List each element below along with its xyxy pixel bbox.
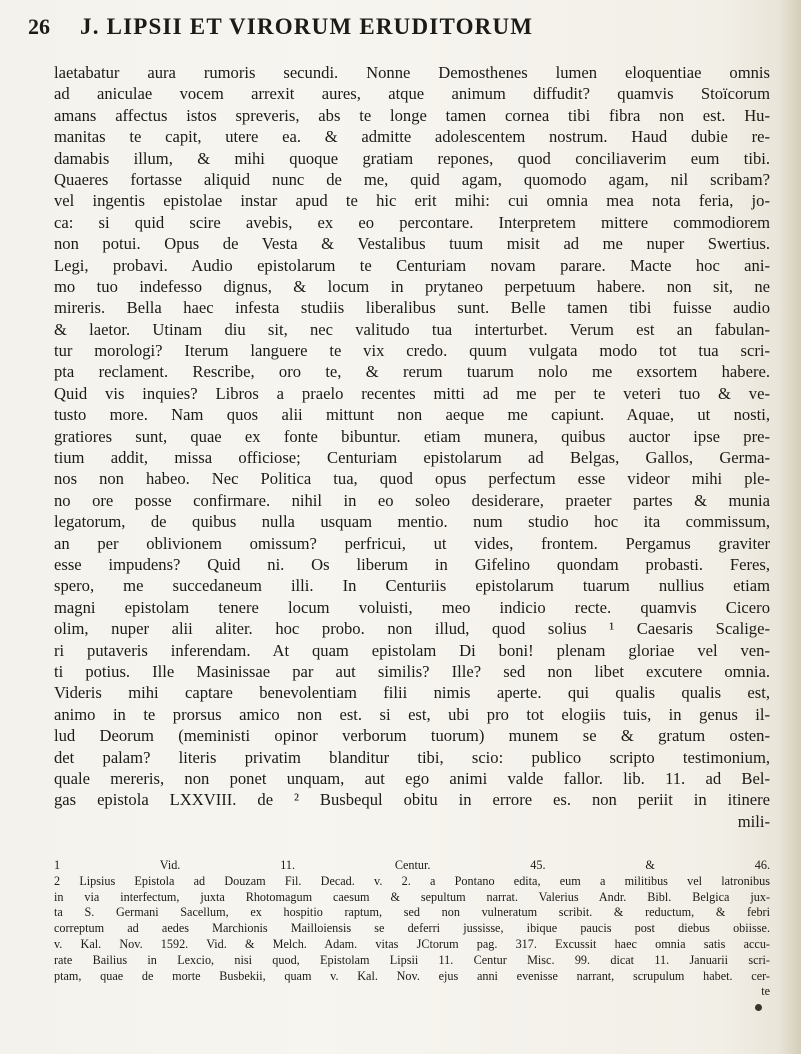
footnote-line: correptum ad aedes Marchionis Mailloiensis se deferri jussisse, ibique paucis post diebus obiisse. — [54, 921, 770, 936]
text-line: tium addit, missa officiose; Centuriam epistolarum ad Belgas, Gallos, Germa- — [54, 448, 770, 468]
footnote-line: ta S. Germani Sacellum, ex hospitio raptum, sed non vulneratum scribit. & reductum, & febri — [54, 905, 770, 920]
text-line: Quaeres fortasse aliquid nunc de me, quid agam, quomodo agam, nil scribam? — [54, 169, 770, 189]
text-line: det palam? literis privatim blanditur tibi, scio: publico scripto testimonium, — [54, 747, 770, 767]
text-line: Quid vis inquies? Libros a praelo recentes mitti ad me per te veteri tuo & ve- — [54, 383, 770, 403]
text-line: tusto more. Nam quos alii mittunt non aeque me capiunt. Aquae, ut nosti, — [54, 405, 770, 425]
footnote-line: v. Kal. Nov. 1592. Vid. & Melch. Adam. vitas JCtorum pag. 317. Excussit haec omnia satis accu- — [54, 936, 770, 951]
text-line: ad aniculae vocem arrexit aures, atque animum diffudit? quamvis Stoïcorum — [54, 84, 770, 104]
footnote-line: te — [761, 984, 770, 999]
footnote-line: rate Bailius in Lexcio, nisi quod, Epistolam Lipsii 11. Centur Misc. 99. dicat 11. Januarii scri- — [54, 952, 770, 967]
text-line: gratiores sunt, quae ex fonte bibuntur. etiam munera, quibus auctor ipse pre- — [54, 426, 770, 446]
running-head: J. LIPSII ET VIRORUM ERUDITORUM — [80, 14, 534, 39]
text-line: spero, me succedaneum illi. In Centuriis epistolarum tuarum nullius etiam — [54, 576, 770, 596]
ink-spot — [755, 1004, 762, 1011]
footnotes — [54, 858, 770, 1000]
text-line: lud Deorum (meministi opinor verborum tuorum) munem se & gratum osten- — [54, 726, 770, 746]
text-line: pta reclament. Rescribe, oro te, & rerum tuarum nolo me exsortem habere. — [54, 362, 770, 382]
text-line: animo in te prorsus amico non est. si est, ubi pro tot elogiis tuis, in genus il- — [54, 704, 770, 724]
text-line: laetabatur aura rumoris secundi. Nonne Demosthenes lumen eloquentiae omnis — [54, 63, 770, 82]
text-line: olim, nuper alii aliter. hoc probo. non illud, quod solius ¹ Caesaris Scalige- — [54, 619, 770, 639]
text-line: nos non habeo. Nec Politica tua, quod opus perfectum esse videor mihi ple- — [54, 469, 770, 489]
footnote-line: in via interfectum, juxta Rhotomagum caesum & sepultum narrat. Valerius Andr. Bibl. Belgica jux- — [54, 889, 770, 904]
text-line: vel ingentis epistolae instar apud te hic erit mihi: cui omnia mea nota feria, jo- — [54, 191, 770, 211]
text-line: ti potius. Ille Masinissae par aut similis? Ille? sed non libet excutere omnia. — [54, 661, 770, 681]
text-line: mireris. Bella haec infesta studiis liberalibus sunt. Belle tamen tibi fuisse audio — [54, 298, 770, 318]
text-line: quale mereris, non ponet unquam, aut ego animi valde fallor. lib. 11. ad Bel- — [54, 768, 770, 788]
footnote-line: ptam, quae de morte Busbekii, quam v. Kal. Nov. ejus anni evenisse narrant, scrupulum habet. cer- — [54, 968, 770, 983]
text-line: magni epistolam tenere locum voluisti, meo indicio recte. quamvis Cicero — [54, 597, 770, 617]
page-header — [28, 14, 773, 54]
text-line: mo tuo indefesso dignus, & locum in prytaneo perpetuum habere. non sit, ne — [54, 276, 770, 296]
footnote-line: 2 Lipsius Epistola ad Douzam Fil. Decad. v. 2. a Pontano edita, eum a militibus vel latronibus — [54, 873, 770, 888]
footnote-line: 1 Vid. 11. Centur. 45. & 46. — [54, 858, 770, 872]
text-line: an per oblivionem omissum? perfricui, ut vides, frontem. Pergamus graviter — [54, 533, 770, 553]
text-line: Videris mihi captare benevolentiam filii nimis aperte. qui qualis qualis est, — [54, 683, 770, 703]
text-line: damabis illum, & mihi quoque gratiam repones, quod conciliaverim eum tibi. — [54, 148, 770, 168]
text-line: ri putaveris inferendam. At quam epistolam Di boni! plenam gloriae vel ven- — [54, 640, 770, 660]
text-line: manitas te capit, utere ea. & admitte adolescentem nostrum. Haud dubie re- — [54, 127, 770, 147]
text-line: esse impudens? Quid ni. Os liberum in Gifelino quondam probasti. Feres, — [54, 554, 770, 574]
text-line: non potui. Opus de Vesta & Vestalibus tuum misit ad me nuper Swertius. — [54, 234, 770, 254]
text-line: amans affectus istos spreveris, abs te longe tamen cornea tibi fibra non est. Hu- — [54, 105, 770, 125]
text-line: no ore posse confirmare. nihil in eo soleo desiderare, praeter partes & munia — [54, 490, 770, 510]
page-number: 26 — [28, 14, 50, 39]
text-line: & laetor. Utinam diu sit, nec valitudo tua interturbet. Verum est an fabulan- — [54, 319, 770, 339]
page-edge-shadow — [779, 0, 801, 1054]
text-line: mili- — [737, 811, 770, 831]
text-line: tur morologi? Iterum languere te vix credo. quum vulgata modo tot tua scri- — [54, 341, 770, 361]
main-text — [54, 62, 770, 832]
text-line: ca: si quid scire avebis, ex eo percontare. Interpretem mittere commodiorem — [54, 212, 770, 232]
text-line: gas epistola LXXVIII. de ² Busbequl obitu in errore es. non periit in itinere — [54, 790, 770, 810]
text-line: legatorum, de quibus nulla usquam mentio. num studio hoc ita commissum, — [54, 512, 770, 532]
text-line: Legi, probavi. Audio epistolarum te Centuriam novam parare. Macte hoc ani- — [54, 255, 770, 275]
